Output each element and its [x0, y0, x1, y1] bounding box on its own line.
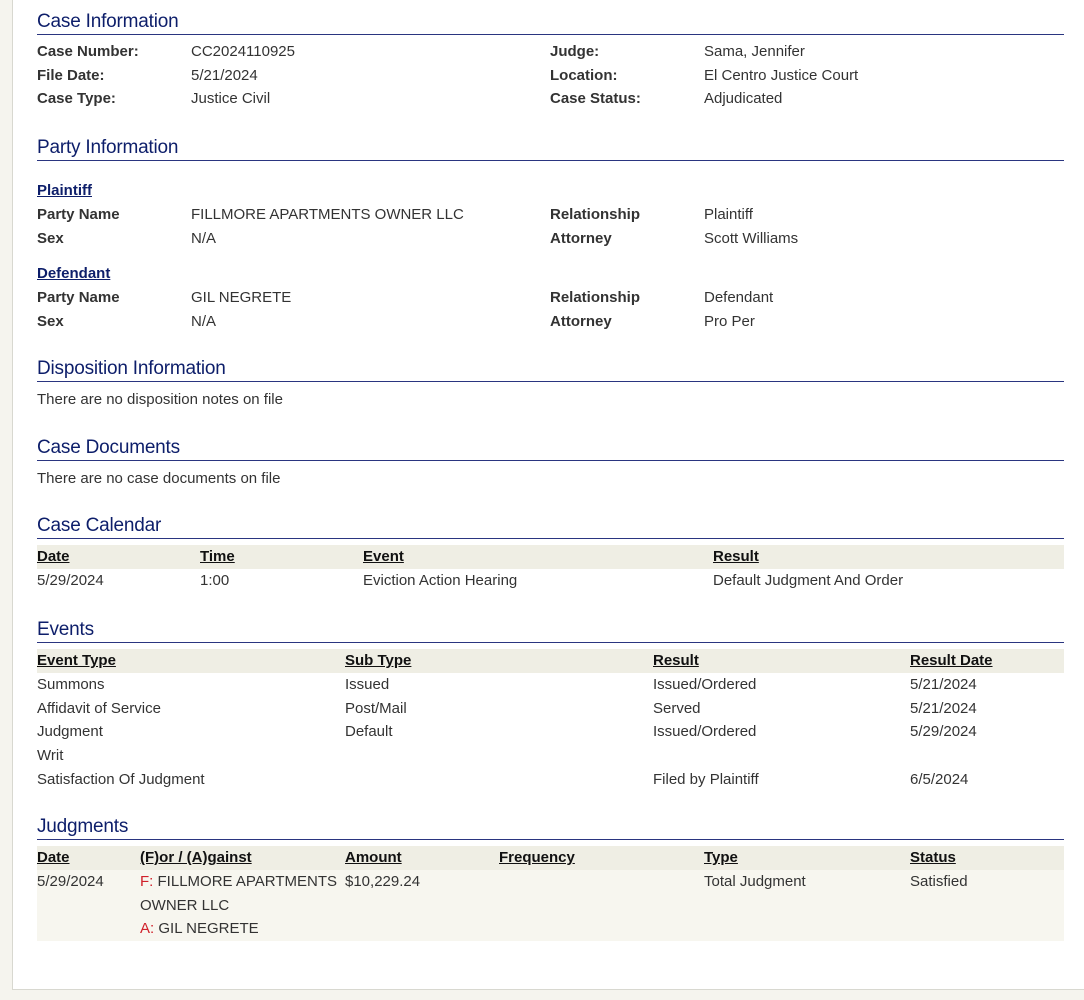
event-result-cell: Issued/Ordered [653, 723, 757, 741]
sex-label: Sex [37, 229, 64, 247]
event-result-cell: Served [653, 699, 701, 717]
judgments-title: Judgments [37, 816, 1064, 840]
against-party: GIL NEGRETE [158, 920, 259, 938]
event-subtype-cell: Default [345, 723, 393, 741]
plaintiff-relationship-value: Plaintiff [704, 206, 753, 223]
events-header-result-date[interactable]: Result Date [910, 652, 993, 669]
case-documents-section [37, 437, 1064, 491]
judgments-header-frequency[interactable]: Frequency [499, 849, 575, 866]
disposition-note: There are no disposition notes on file [37, 391, 283, 408]
calendar-time-cell: 1:00 [200, 572, 230, 589]
location-value: El Centro Justice Court [704, 66, 859, 84]
judgments-header-row [37, 846, 1064, 870]
judgments-header-status[interactable]: Status [910, 849, 956, 866]
event-result-date-cell: 5/29/2024 [910, 723, 977, 741]
case-documents-title: Case Documents [37, 437, 1064, 461]
events-header-result[interactable]: Result [653, 652, 699, 669]
events-header-row [37, 649, 1064, 673]
plaintiff-sex-row [37, 227, 1064, 251]
event-type-cell: Summons [37, 676, 105, 693]
defendant-relationship-value: Defendant [704, 289, 774, 307]
for-prefix: F: [140, 873, 154, 890]
judgments-section [37, 816, 1064, 941]
event-type-cell: Satisfaction Of Judgment [37, 770, 205, 788]
calendar-event-cell: Eviction Action Hearing [363, 572, 518, 589]
for-party-line2: OWNER LLC [140, 896, 230, 914]
party-name-label: Party Name [37, 289, 120, 307]
calendar-date-cell: 5/29/2024 [37, 572, 104, 589]
event-result-cell: Filed by Plaintiff [653, 770, 759, 788]
event-type-cell: Writ [37, 747, 64, 765]
judgments-header-for-against[interactable]: (F)or / (A)gainst [140, 849, 252, 866]
calendar-header-time[interactable]: Time [200, 548, 235, 565]
judge-value: Sama, Jennifer [704, 43, 805, 60]
relationship-label: Relationship [550, 289, 641, 307]
judgment-date-cell: 5/29/2024 [37, 873, 104, 890]
calendar-header-row [37, 545, 1064, 569]
table-row [37, 744, 1064, 768]
party-information-title: Party Information [37, 137, 1064, 161]
file-date-row [37, 64, 1064, 88]
table-row [37, 673, 1064, 697]
case-number-row [37, 40, 1064, 64]
defendant-attorney-value: Pro Per [704, 313, 755, 331]
table-row [37, 720, 1064, 744]
attorney-label: Attorney [550, 313, 612, 331]
case-information-title: Case Information [37, 11, 1064, 35]
plaintiff-heading[interactable]: Plaintiff [37, 182, 92, 199]
table-row [37, 768, 1064, 792]
events-header-sub-type[interactable]: Sub Type [345, 652, 412, 669]
judgment-status-cell: Satisfied [910, 873, 968, 890]
table-row [37, 569, 1064, 593]
event-type-cell: Judgment [37, 723, 103, 741]
event-subtype-cell: Issued [345, 676, 390, 693]
judgment-type-cell: Total Judgment [704, 873, 806, 890]
plaintiff-name-value: FILLMORE APARTMENTS OWNER LLC [191, 206, 464, 223]
defendant-name-value: GIL NEGRETE [191, 289, 292, 307]
case-information-section [37, 11, 1064, 111]
calendar-header-result[interactable]: Result [713, 548, 759, 565]
case-type-row [37, 87, 1064, 111]
judgments-header-date[interactable]: Date [37, 849, 70, 866]
case-status-value: Adjudicated [704, 90, 783, 108]
case-status-label: Case Status: [550, 90, 641, 108]
calendar-result-cell: Default Judgment And Order [713, 572, 904, 589]
party-name-label: Party Name [37, 206, 120, 223]
event-subtype-cell: Post/Mail [345, 699, 407, 717]
judgment-parties-cell [140, 870, 340, 941]
defendant-heading[interactable]: Defendant [37, 265, 111, 283]
sex-label: Sex [37, 313, 64, 331]
defendant-sex-row [37, 310, 1064, 334]
case-calendar-section [37, 515, 1064, 593]
file-date-value: 5/21/2024 [191, 66, 258, 84]
judgments-header-amount[interactable]: Amount [345, 849, 402, 866]
case-detail-panel [12, 0, 1084, 990]
events-section [37, 619, 1064, 791]
case-number-label: Case Number: [37, 43, 139, 60]
event-type-cell: Affidavit of Service [37, 699, 161, 717]
disposition-section [37, 358, 1064, 412]
event-result-date-cell: 5/21/2024 [910, 699, 977, 717]
events-header-event-type[interactable]: Event Type [37, 652, 116, 669]
case-documents-note: There are no case documents on file [37, 470, 281, 487]
events-title: Events [37, 619, 1064, 643]
calendar-header-date[interactable]: Date [37, 548, 70, 565]
disposition-title: Disposition Information [37, 358, 1064, 382]
plaintiff-name-row [37, 203, 1064, 227]
for-party-line1: FILLMORE APARTMENTS [157, 873, 337, 890]
relationship-label: Relationship [550, 206, 641, 223]
plaintiff-attorney-value: Scott Williams [704, 229, 799, 247]
judge-label: Judge: [550, 43, 600, 60]
defendant-sex-value: N/A [191, 313, 217, 331]
location-label: Location: [550, 66, 618, 84]
table-row [37, 870, 1064, 941]
file-date-label: File Date: [37, 66, 105, 84]
table-row [37, 697, 1064, 721]
attorney-label: Attorney [550, 229, 612, 247]
judgments-header-type[interactable]: Type [704, 849, 738, 866]
defendant-name-row [37, 286, 1064, 310]
event-result-date-cell: 6/5/2024 [910, 770, 969, 788]
event-result-cell: Issued/Ordered [653, 676, 757, 693]
event-result-date-cell: 5/21/2024 [910, 676, 977, 693]
case-calendar-title: Case Calendar [37, 515, 1064, 539]
against-prefix: A: [140, 920, 155, 938]
case-type-value: Justice Civil [191, 90, 271, 108]
party-information-section [37, 137, 1064, 334]
calendar-header-event[interactable]: Event [363, 548, 404, 565]
case-type-label: Case Type: [37, 90, 116, 108]
plaintiff-sex-value: N/A [191, 229, 217, 247]
case-number-value: CC2024110925 [191, 43, 295, 60]
judgment-amount-cell: $10,229.24 [345, 873, 421, 890]
